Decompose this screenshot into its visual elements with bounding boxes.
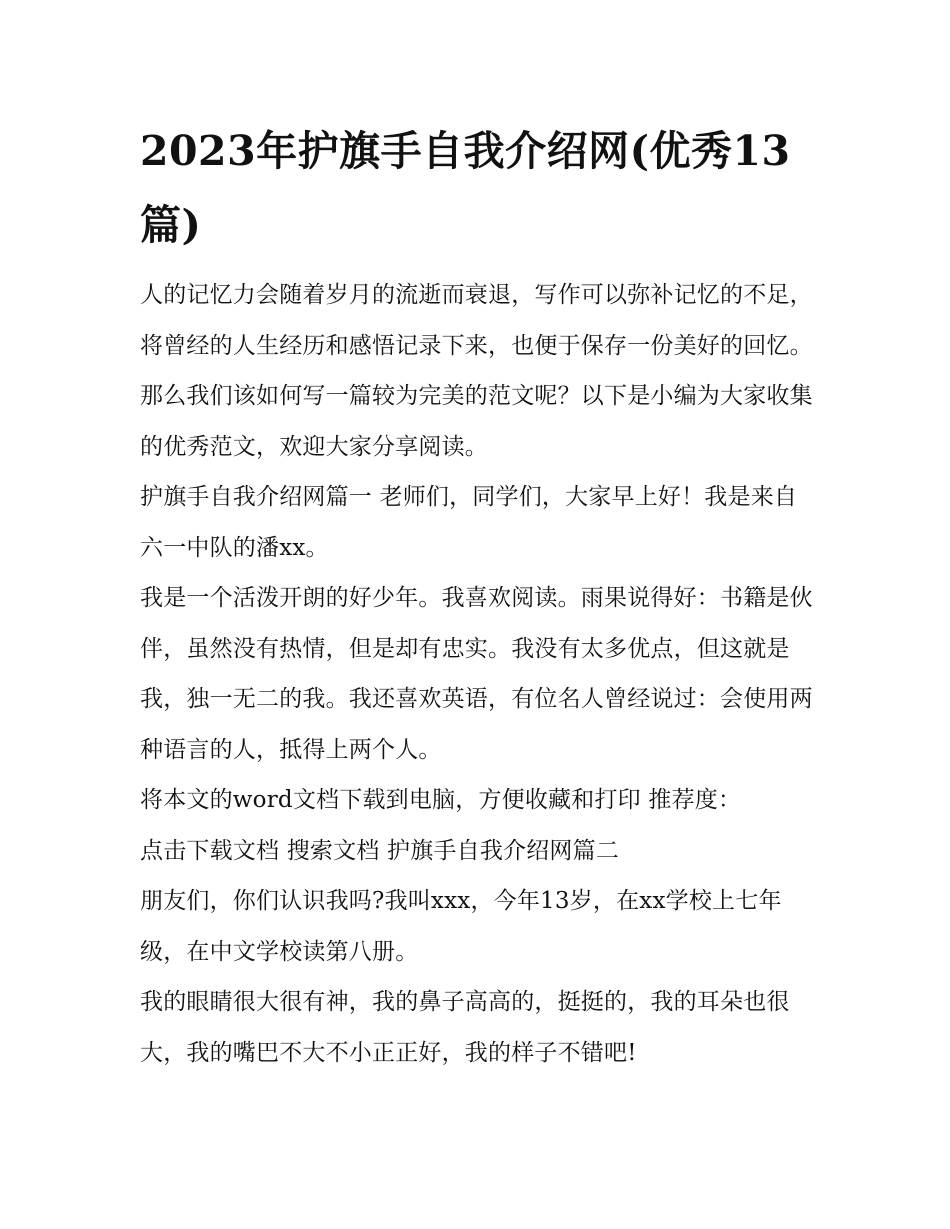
paragraph-intro: 人的记忆力会随着岁月的流逝而衰退，写作可以弥补记忆的不足，将曾经的人生经历和感悟记录下来，也便于保存一份美好的回忆。那么我们该如何写一篇较为完美的范文呢？以下是小编为大家收集的优秀范文，欢迎大家分享阅读。 [140, 282, 813, 460]
paragraph-article-one-opening: 护旗手自我介绍网篇一 老师们，同学们，大家早上好！我是来自六一中队的潘xx。 [140, 484, 798, 561]
paragraph-appearance: 我的眼睛很大很有神，我的鼻子高高的，挺挺的，我的耳朵也很大，我的嘴巴不大不小正正好，我的样子不错吧! [140, 989, 790, 1066]
document-page [140, 114, 820, 1078]
paragraph-download-links: 点击下载文档 搜索文档 护旗手自我介绍网篇二 [140, 837, 620, 864]
document-title: 2023年护旗手自我介绍网(优秀13篇) [140, 127, 791, 249]
paragraph-download-note: 将本文的word文档下载到电脑，方便收藏和打印 推荐度： [140, 787, 742, 813]
paragraph-self-description: 我是一个活泼开朗的好少年。我喜欢阅读。雨果说得好：书籍是伙伴，虽然没有热情，但是却有忠实。我没有太多优点，但这就是我，独一无二的我。我还喜欢英语，有位名人曾经说过：会使用两种语言的人，抵得上两个人。 [140, 585, 813, 763]
paragraph-article-two-opening: 朋友们，你们认识我吗?我叫xxx，今年13岁，在xx学校上七年级，在中文学校读第八册。 [140, 888, 782, 965]
